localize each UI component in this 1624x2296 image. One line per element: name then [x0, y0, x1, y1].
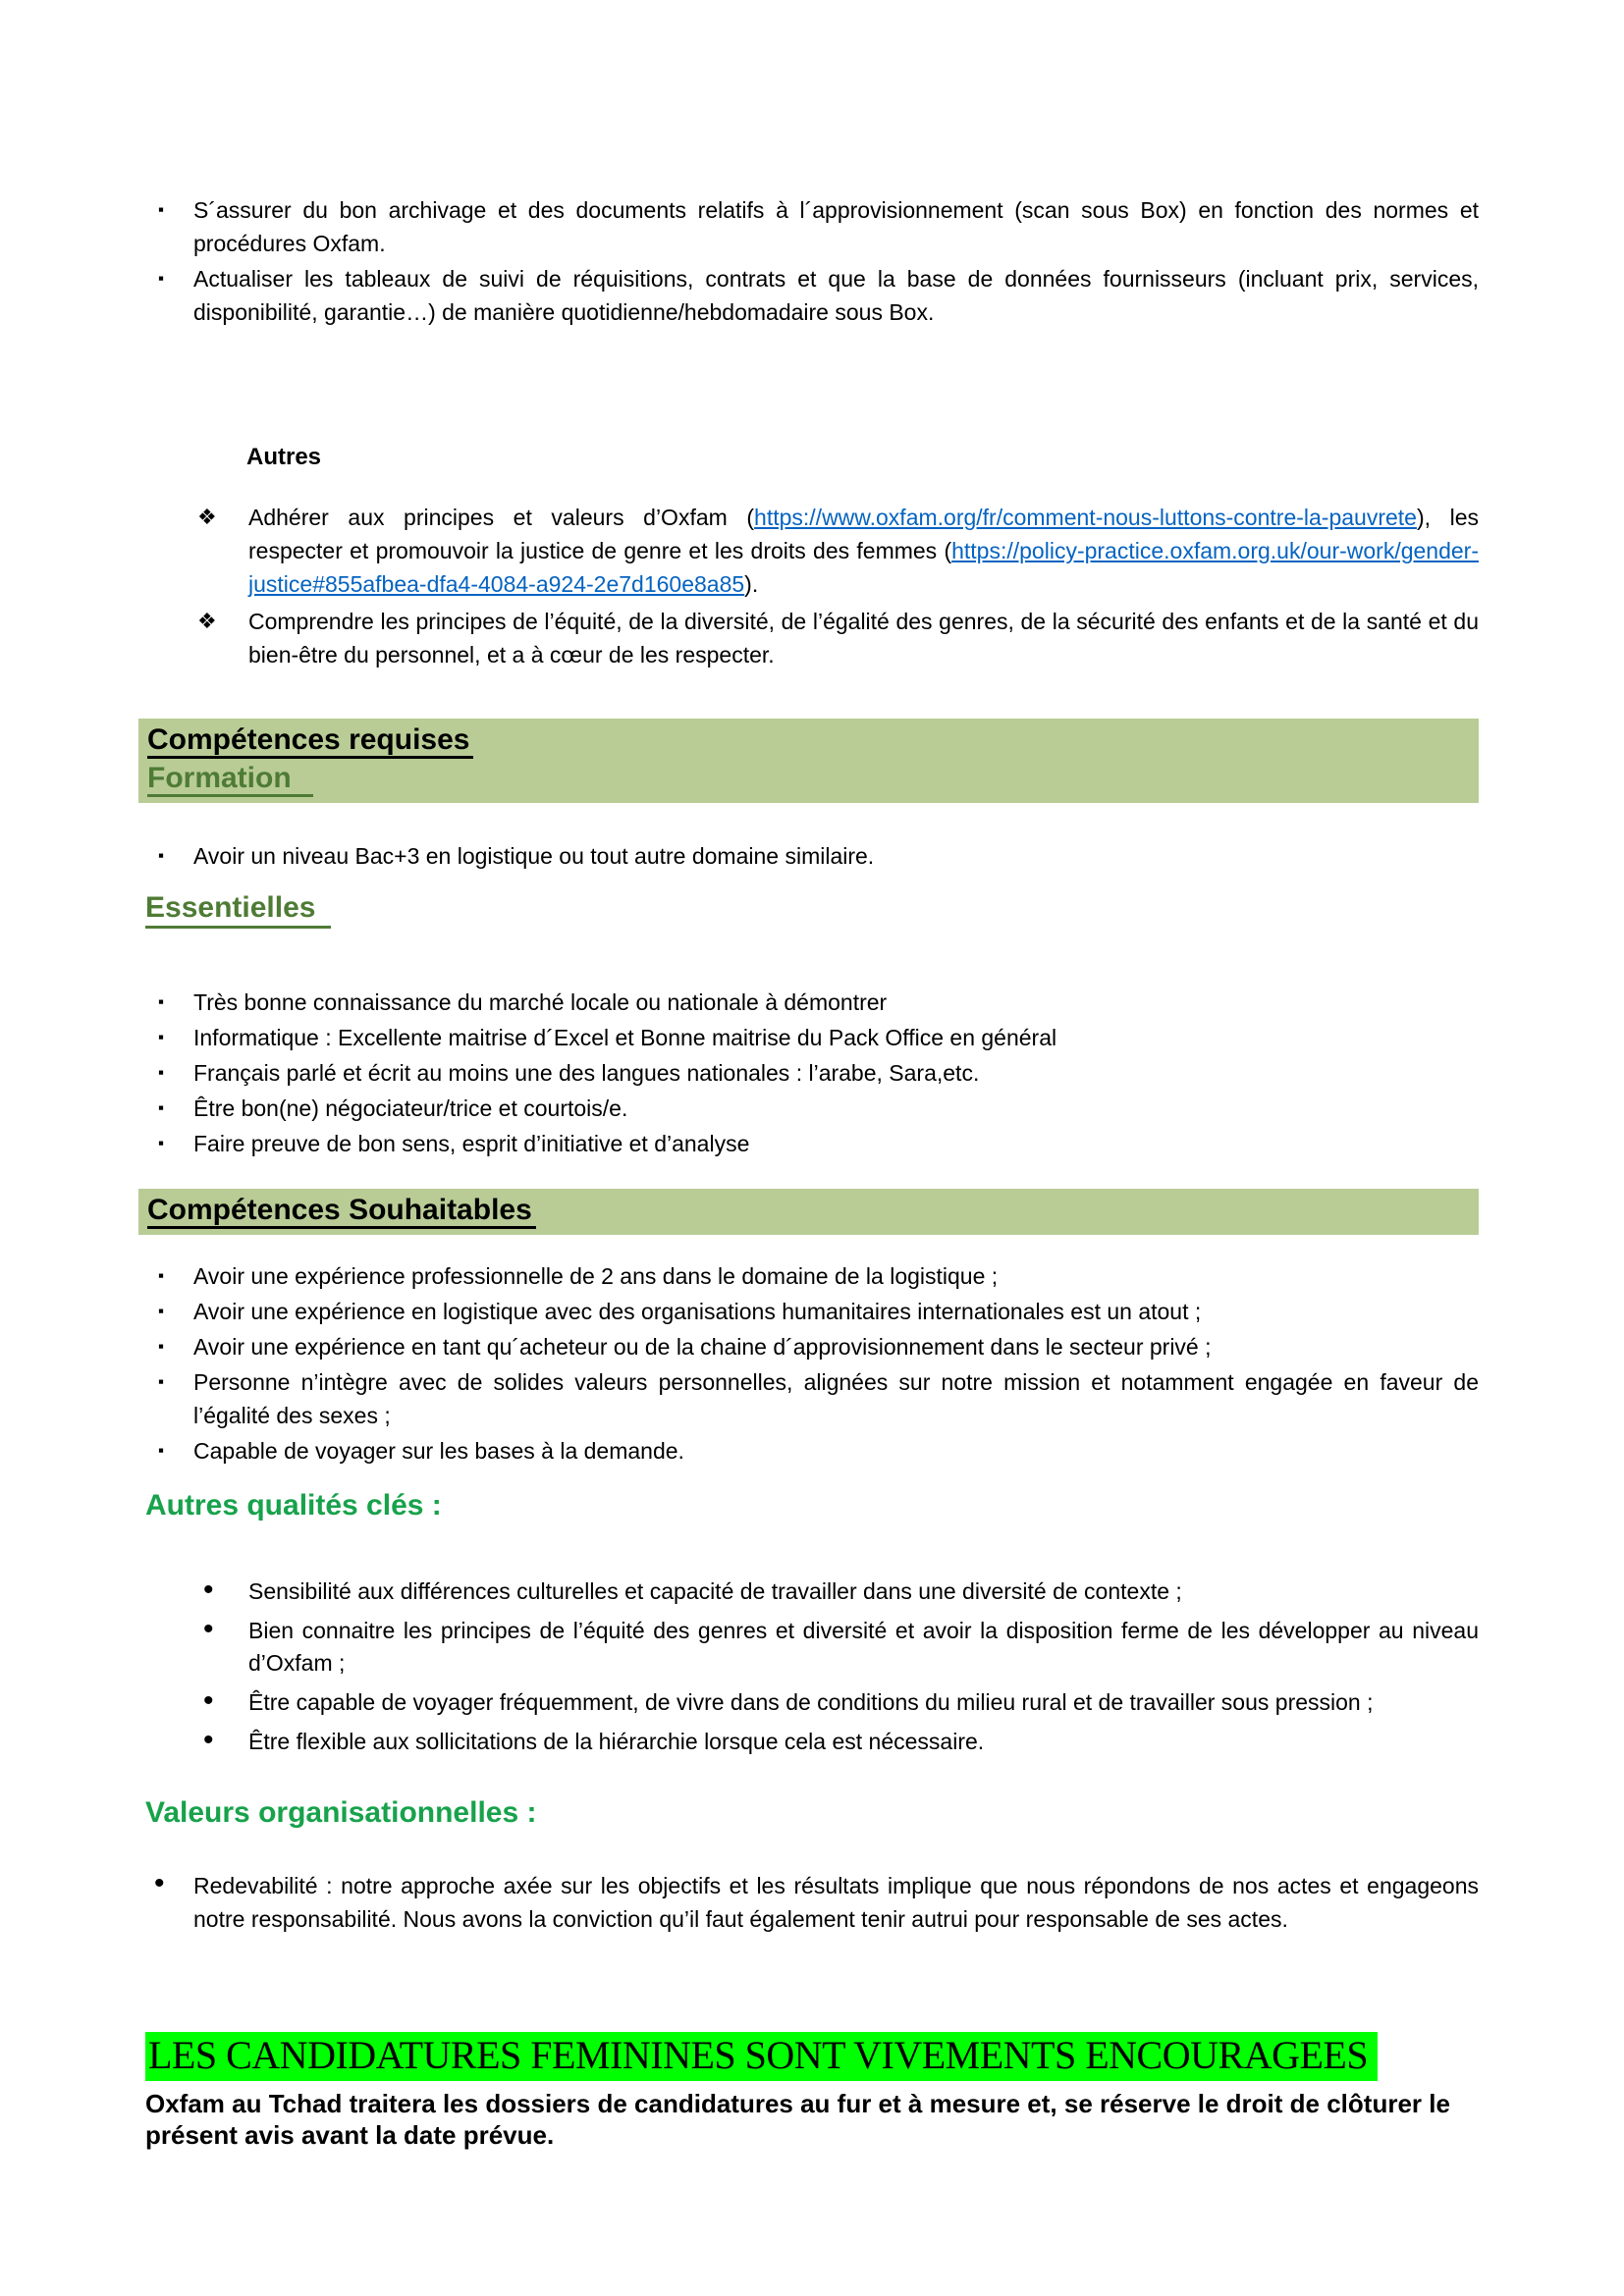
list-item	[145, 1869, 1479, 1936]
bullet-text: Avoir un niveau Bac+3 en logistique ou tout autre domaine similaire.	[193, 843, 875, 869]
valeurs-heading: Valeurs organisationnelles :	[145, 1796, 537, 1829]
oxfam-values-link[interactable]: https://www.oxfam.org/fr/comment-nous-luttons-contre-la-pauvrete	[754, 505, 1417, 530]
list-item	[145, 839, 1479, 873]
bullet-text: Sensibilité aux différences culturelles et capacité de travailler dans une diversité de contexte ;	[248, 1578, 1182, 1604]
bullet-text: S´assurer du bon archivage et des documents relatifs à l´approvisionnement (scan sous Box) en fonction des normes et procédures Oxfam.	[193, 197, 1479, 256]
autres-heading: Autres	[246, 444, 322, 470]
list-item	[145, 1434, 1479, 1468]
bullet-text: Être flexible aux sollicitations de la hiérarchie lorsque cela est nécessaire.	[248, 1729, 985, 1754]
candidatures-feminines-highlight: LES CANDIDATURES FEMININES SONT VIVEMENTS ENCOURAGEES	[145, 2032, 1378, 2081]
bullet-text: Informatique : Excellente maitrise d´Excel et Bonne maitrise du Pack Office en général	[193, 1025, 1057, 1050]
competences-souhaitables-banner	[138, 1189, 1479, 1235]
souhaitables-bullet-list	[145, 1259, 1479, 1468]
list-item	[145, 1092, 1479, 1125]
list-item	[145, 605, 1479, 671]
essentielles-heading: Essentielles	[145, 890, 331, 929]
list-item	[145, 1127, 1479, 1160]
autres-qualites-bullet-list	[145, 1575, 1479, 1758]
valeurs-bullet-list	[145, 1869, 1479, 1936]
bullet-text: Très bonne connaissance du marché locale ou nationale à démontrer	[193, 989, 888, 1015]
bullet-text: Être capable de voyager fréquemment, de vivre dans de conditions du milieu rural et de travailler sous pression ;	[248, 1689, 1374, 1715]
banner-title: Compétences requises	[147, 724, 473, 759]
bullet-text: Comprendre les principes de l’équité, de la diversité, de l’égalité des genres, de la sécurité des enfants et de la santé et du bien-être du personnel, et a à cœur de les respecter.	[248, 609, 1479, 667]
bullet-text: Bien connaitre les principes de l’équité des genres et diversité et avoir la disposition ferme de les développer au niveau d’Oxfam ;	[248, 1618, 1479, 1676]
list-item	[145, 986, 1479, 1019]
formation-bullet-list	[145, 839, 1479, 873]
list-item	[145, 1295, 1479, 1328]
list-item	[145, 262, 1479, 329]
list-item	[145, 1575, 1479, 1608]
list-item	[145, 1056, 1479, 1090]
bullet-text: Redevabilité : notre approche axée sur les objectifs et les résultats implique que nous répondons de nos actes et engageons notre responsabilité. Nous avons la conviction qu’il faut également tenir autrui pour responsable de ses actes.	[193, 1873, 1479, 1932]
banner-subtitle-formation: Formation	[147, 763, 313, 797]
list-item	[145, 1259, 1479, 1293]
bullet-text: ), les respecter et promouvoir la justice de genre et les droits des femmes (	[248, 505, 1479, 563]
autres-qualites-heading: Autres qualités clés :	[145, 1489, 442, 1522]
essentielles-bullet-list	[145, 986, 1479, 1160]
bullet-text: Avoir une expérience en tant qu´acheteur ou de la chaine d´approvisionnement dans le secteur privé ;	[193, 1334, 1212, 1360]
bullet-text: Actualiser les tableaux de suivi de réquisitions, contrats et que la base de données fournisseurs (incluant prix, services, disponibilité, garantie…) de manière quotidienne/hebdomadaire sous Box.	[193, 266, 1479, 325]
bullet-text: Avoir une expérience en logistique avec des organisations humanitaires internationales est un atout ;	[193, 1299, 1202, 1324]
archivage-bullet-list	[145, 193, 1479, 329]
list-item	[145, 1021, 1479, 1054]
bullet-text: Français parlé et écrit au moins une des langues nationales : l’arabe, Sara,etc.	[193, 1060, 980, 1086]
competences-requises-banner	[138, 719, 1479, 803]
document-content	[145, 193, 1479, 2151]
list-item	[145, 1330, 1479, 1363]
bullet-text: ).	[744, 571, 759, 597]
list-item	[145, 1615, 1479, 1680]
bullet-text: Adhérer aux principes et valeurs d’Oxfam (	[248, 505, 755, 530]
list-item	[145, 193, 1479, 260]
bullet-text: Personne n’intègre avec de solides valeurs personnelles, alignées sur notre mission et notamment engagée en faveur de l’égalité des sexes ;	[193, 1369, 1479, 1428]
banner-title: Compétences Souhaitables	[147, 1195, 536, 1229]
list-item	[145, 1726, 1479, 1758]
closing-note: Oxfam au Tchad traitera les dossiers de candidatures au fur et à mesure et, se réserve le droit de clôturer le présent avis avant la date prévue.	[145, 2089, 1450, 2150]
candidatures-feminines-row	[145, 2032, 1479, 2081]
list-item	[145, 501, 1479, 601]
bullet-text: Avoir une expérience professionnelle de 2 ans dans le domaine de la logistique ;	[193, 1263, 999, 1289]
list-item	[145, 1686, 1479, 1719]
gender-justice-link[interactable]: https://policy-practice.oxfam.org.uk/our-work/gender-justice#855afbea-dfa4-4084-a924-2e7d160e8a85	[248, 538, 1479, 597]
list-item	[145, 1365, 1479, 1432]
essentielles-heading-row	[145, 890, 1479, 929]
autres-bullet-list	[145, 501, 1479, 671]
bullet-text: Capable de voyager sur les bases à la demande.	[193, 1438, 684, 1464]
bullet-text: Faire preuve de bon sens, esprit d’initiative et d’analyse	[193, 1131, 750, 1156]
bullet-text: Être bon(ne) négociateur/trice et courtois/e.	[193, 1095, 628, 1121]
